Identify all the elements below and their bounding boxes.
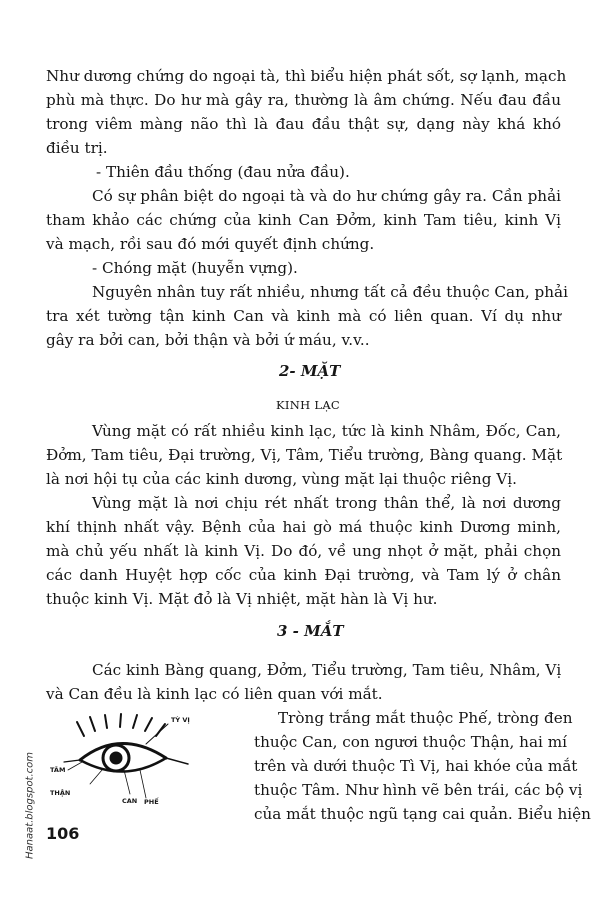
label-can: CAN — [122, 797, 138, 805]
text-line: Tròng trắng mắt thuộc Phế, tròng đen — [278, 709, 573, 727]
text-line: các danh Huyệt hợp cốc của kinh Đại trường, và Tam lý ở chân — [46, 566, 561, 584]
label-phe: PHẾ — [144, 798, 159, 806]
text-line: Các kinh Bàng quang, Đởm, Tiểu trường, Tam tiêu, Nhâm, Vị — [92, 661, 562, 679]
text-line: thuộc kinh Vị. Mặt đỏ là Vị nhiệt, mặt hàn là Vị hư. — [46, 590, 438, 608]
page-number: 106 — [46, 824, 80, 843]
text-line: phù mà thực. Do hư mà gây ra, thường là âm chứng. Nếu đau đầu — [46, 91, 561, 109]
text-line: gây ra bởi can, bởi thận và bởi ứ máu, v.v.. — [46, 331, 370, 349]
list-item: - Chóng mặt (huyễn vựng). — [92, 259, 298, 277]
text-line: Có sự phân biệt do ngoại tà và do hư chứng gây ra. Cần phải — [92, 187, 561, 205]
section-heading: 3 - MẮT — [277, 622, 344, 640]
watermark: Hanaat.blogspot.com — [24, 751, 36, 860]
text-line: Vùng mặt có rất nhiều kinh lạc, tức là kinh Nhâm, Đốc, Can, — [92, 422, 561, 440]
list-item: - Thiên đầu thống (đau nửa đầu). — [96, 163, 350, 181]
text-line: mà chủ yếu nhất là kinh Vị. Do đó, về ung nhọt ở mặt, phải chọn — [46, 542, 561, 560]
text-line: khí thịnh nhất vậy. Bệnh của hai gò má thuộc kinh Dương minh, — [46, 518, 561, 536]
text-line: điều trị. — [46, 139, 108, 157]
text-line: và Can đều là kinh lạc có liên quan với mắt. — [46, 685, 383, 703]
text-line: Đởm, Tam tiêu, Đại trường, Vị, Tâm, Tiểu trường, Bàng quang. Mặt — [46, 446, 563, 464]
subsection-heading: KINH LẠC — [276, 398, 341, 412]
eye-icon — [50, 712, 240, 812]
text-line: trong viêm màng não thì là đau đầu thật sự, dạng này khá khó — [46, 115, 561, 133]
section-heading: 2- MẶT — [279, 362, 341, 380]
text-line: tra xét tường tận kinh Can và kinh mà có liên quan. Ví dụ như — [46, 307, 561, 325]
text-line: trên và dưới thuộc Tì Vị, hai khóe của mắt — [254, 757, 578, 775]
eye-diagram — [50, 712, 240, 812]
text-line: tham khảo các chứng của kinh Can Đởm, kinh Tam tiêu, kinh Vị — [46, 211, 561, 229]
text-line: là nơi hội tụ của các kinh dương, vùng mặt lại thuộc riêng Vị. — [46, 470, 517, 488]
text-line: và mạch, rồi sau đó mới quyết định chứng. — [46, 235, 375, 253]
label-ty-vi: TỲ VỊ — [171, 716, 190, 724]
text-line: Nguyên nhân tuy rất nhiều, nhưng tất cả đều thuộc Can, phải — [92, 283, 568, 301]
label-tam: TÂM — [50, 766, 66, 774]
text-line: thuộc Can, con ngươi thuộc Thận, hai mí — [254, 733, 567, 751]
text-line: Như dương chứng do ngoại tà, thì biểu hiện phát sốt, sợ lạnh, mạch — [46, 67, 567, 85]
text-line: của mắt thuộc ngũ tạng cai quản. Biểu hiện — [254, 805, 591, 823]
label-than: THẬN — [50, 789, 71, 797]
text-line: thuộc Tâm. Như hình vẽ bên trái, các bộ vị — [254, 781, 583, 799]
text-line: Vùng mặt là nơi chịu rét nhất trong thân thể, là nơi dương — [92, 494, 561, 512]
